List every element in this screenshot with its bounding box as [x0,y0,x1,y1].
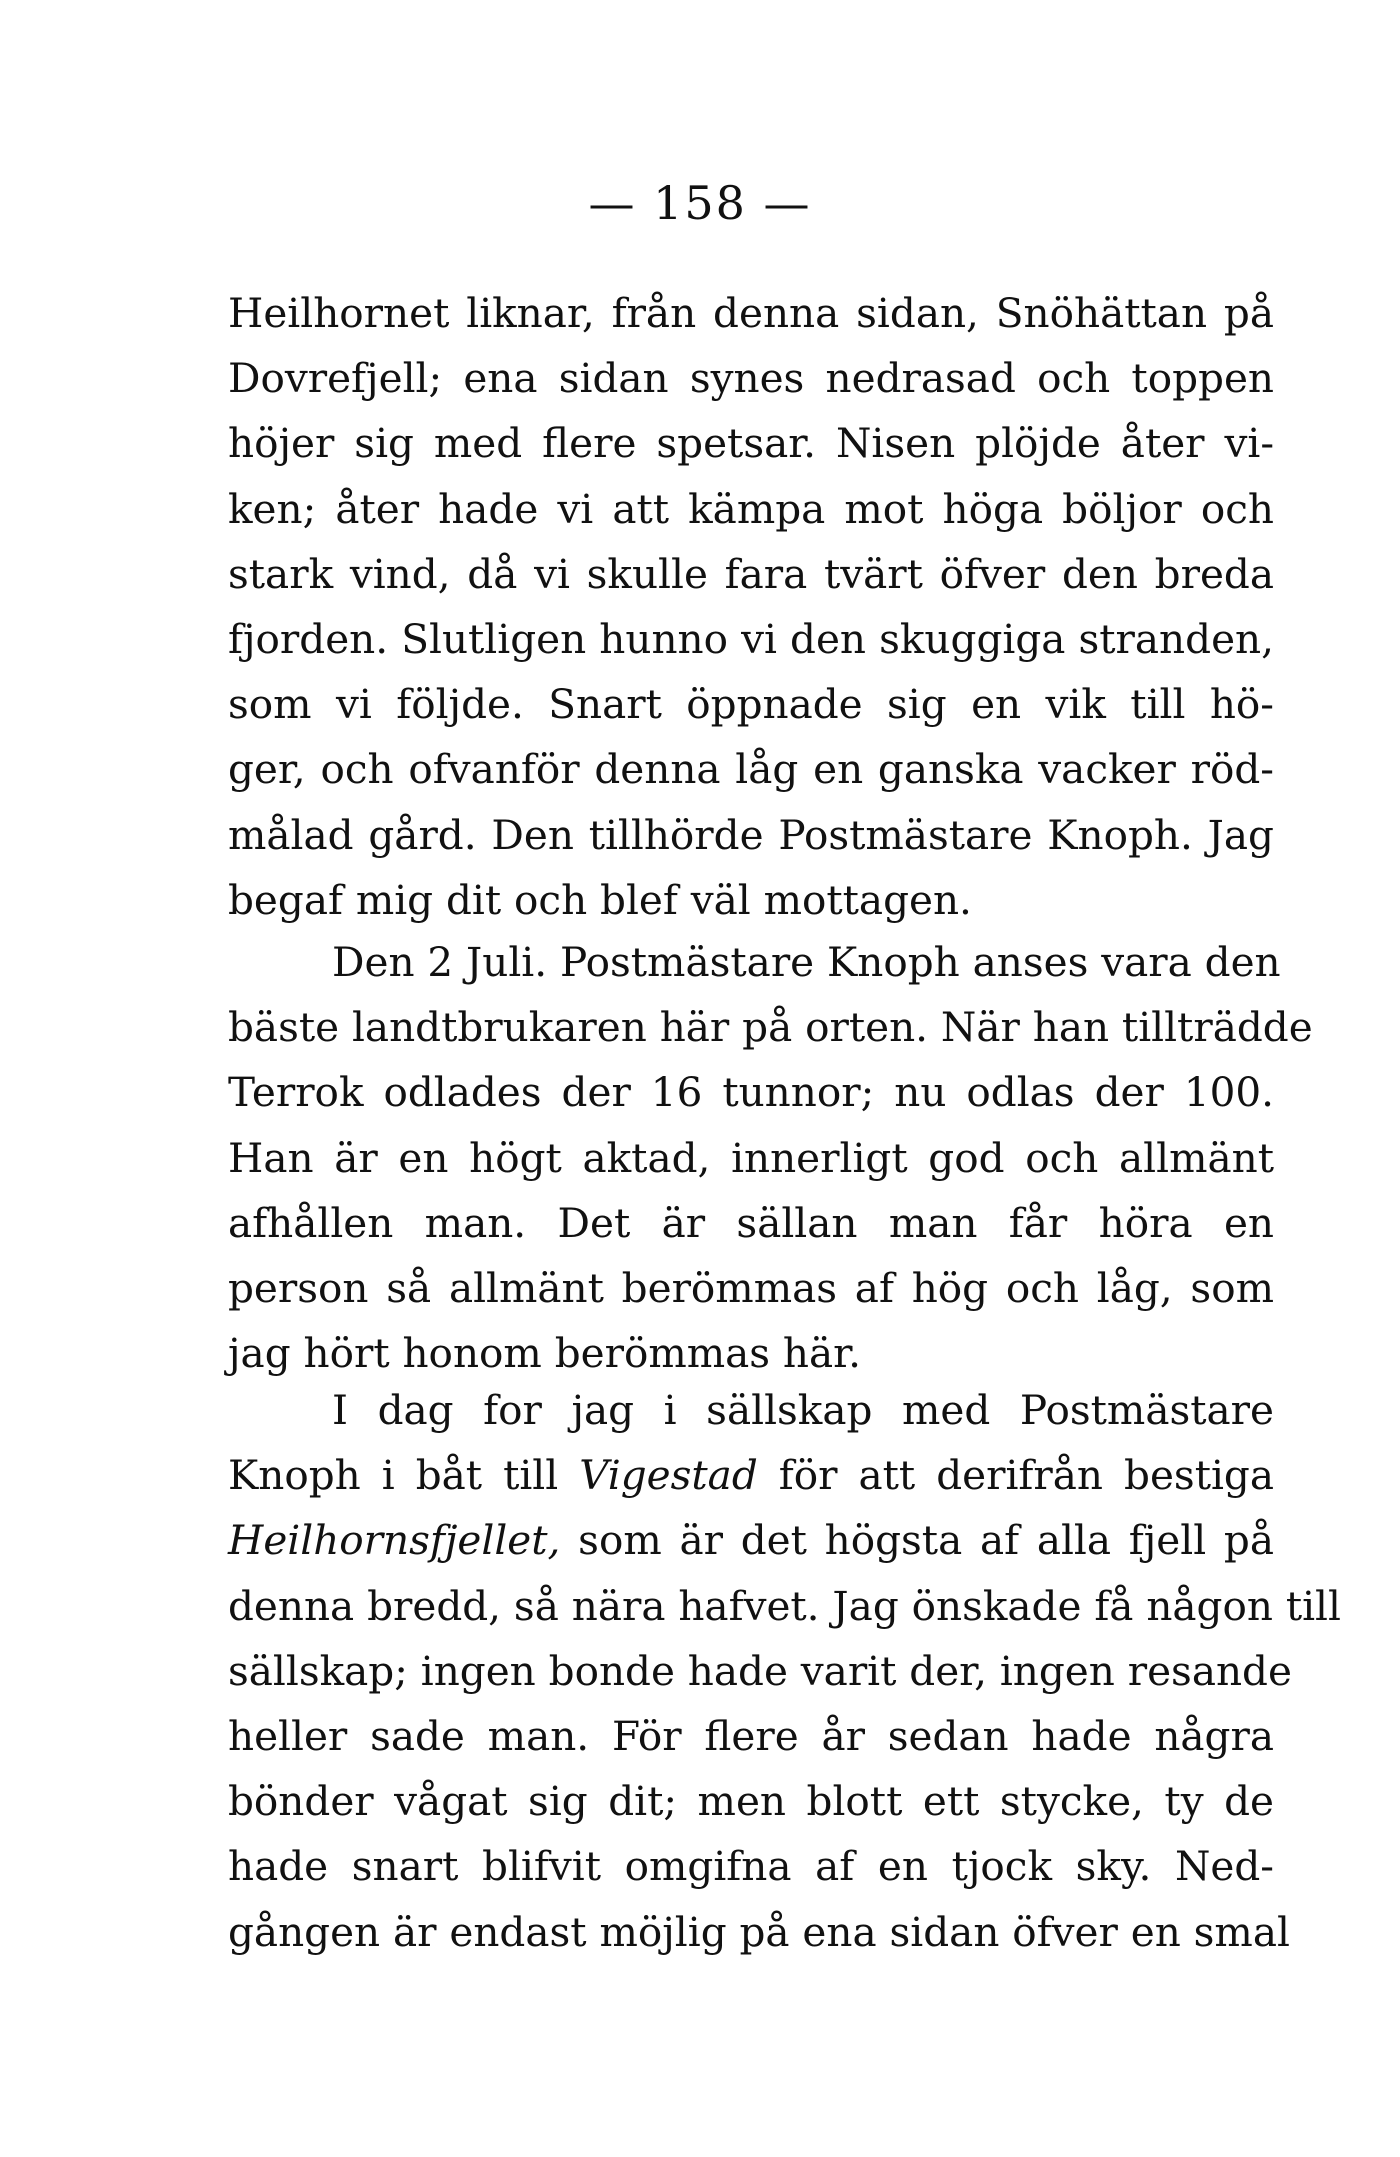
text-line [228,1900,1290,1965]
text-line: ger, och ofvanför denna låg en ganska vacker röd- [228,745,1274,794]
line-text: hade snart blifvit omgifna af en tjock sky. Ned- [228,1842,1274,1891]
text-line: Dovrefjell; ena sidan synes nedrasad och toppen [228,354,1274,403]
line-text: gången är endast möjlig på ena sidan öfver en smal [228,1907,1290,1956]
line-text: bönder vågat sig dit; men blott ett stycke, ty de [228,1777,1274,1826]
text-line: höjer sig med flere spetsar. Nisen plöjde åter vi- [228,419,1274,468]
text-line [228,1378,1274,1443]
text-line [228,1769,1274,1834]
paragraph-2 [228,930,1313,1386]
text-line: person så allmänt berömmas af hög och låg, som [228,1263,1274,1312]
line-text: denna bredd, så nära hafvet. Jag önskade få någon till [228,1581,1341,1630]
line-text: Knoph i båt till [228,1451,580,1500]
text-line [228,1443,1274,1508]
text-line: målad gård. Den tillhörde Postmästare Knoph. Jag [228,810,1274,859]
paragraph-1 [228,281,1274,933]
text-line: Den 2 Juli. Postmästare Knoph anses vara den [332,938,1281,986]
text-line: Han är en högt aktad, innerligt god och allmänt [228,1133,1274,1182]
page-number: — 158 — [588,176,812,230]
text-line: Terrok odlades der 16 tunnor; nu odlas der 100. [228,1068,1274,1117]
line-text: sällskap; ingen bonde hade varit der, ingen resande [228,1646,1292,1695]
text-line: bäste landtbrukaren här på orten. När han tillträdde [228,1003,1313,1052]
text-line: stark vind, då vi skulle fara tvärt öfver den breda [228,549,1274,598]
paragraph-3 [228,1378,1341,1965]
text-line: afhållen man. Det är sällan man får höra en [228,1198,1274,1247]
text-line: begaf mig dit och blef väl mottagen. [228,875,972,924]
text-line [228,1508,1274,1573]
text-line: jag hört honom berömmas här. [228,1329,861,1378]
text-line [228,1639,1292,1704]
place-name-vigestad: Vigestad [579,1451,758,1500]
text-line: fjorden. Slutligen hunno vi den skuggiga stranden, [228,614,1274,663]
text-line [228,1834,1274,1899]
text-line [228,1574,1341,1639]
text-line: ken; åter hade vi att kämpa mot höga böljor och [228,484,1274,533]
line-text: heller sade man. För flere år sedan hade några [228,1711,1274,1760]
line-text: I dag for jag i sällskap med Postmästare [332,1386,1274,1434]
text-line: Heilhornet liknar, från denna sidan, Snöhättan på [228,289,1274,337]
line-text: för att derifrån bestiga [757,1451,1274,1500]
text-line: som vi följde. Snart öppnade sig en vik till hö- [228,680,1274,729]
text-line [228,1704,1274,1769]
line-text: som är det högsta af alla fjell på [560,1516,1274,1565]
place-name-heilhornsfjellet: Heilhornsfjellet, [228,1516,561,1565]
